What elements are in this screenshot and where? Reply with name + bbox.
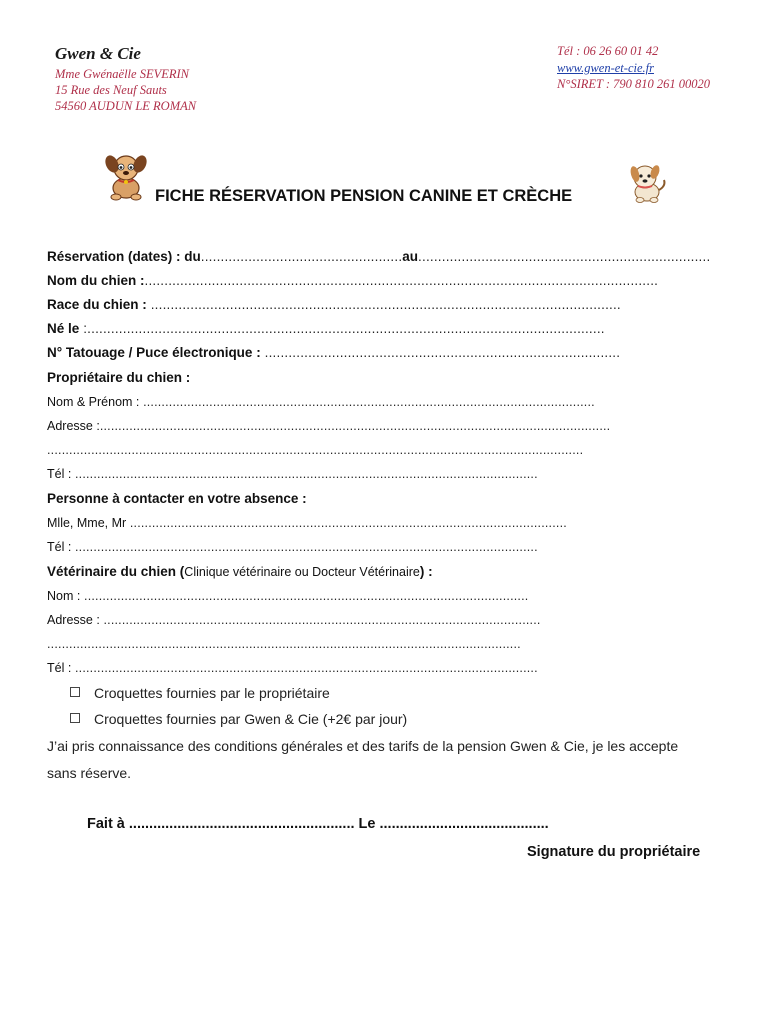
owner-name-label: Nom & Prénom : bbox=[47, 395, 140, 409]
dog-illustration-left bbox=[100, 150, 152, 202]
vet-address-dots[interactable]: ....................................................................................................................... bbox=[99, 613, 541, 627]
siret-number: N°SIRET : 790 810 261 00020 bbox=[557, 77, 711, 91]
agreement-line-1: J’ai pris connaissance des conditions générales et des tarifs de la pension Gwen & Cie, je les accepte bbox=[47, 738, 679, 754]
vet-heading-bold: Vétérinaire du chien ( bbox=[47, 564, 185, 579]
option-croquettes-owner-label: Croquettes fournies par le propriétaire bbox=[94, 685, 330, 701]
dog-name-row[interactable] bbox=[47, 273, 658, 288]
born-label: Né le bbox=[47, 321, 80, 336]
dog-name-label: Nom du chien : bbox=[47, 273, 145, 288]
owner-phone-label: Tél : bbox=[47, 467, 72, 481]
contact-phone-row[interactable] bbox=[47, 540, 538, 554]
vet-phone-label: Tél : bbox=[47, 661, 72, 675]
website-link[interactable]: www.gwen-et-cie.fr bbox=[557, 61, 654, 75]
owner-heading-text: Propriétaire du chien : bbox=[47, 370, 191, 385]
checkbox-croquettes-owner[interactable] bbox=[70, 687, 80, 697]
vet-address-line2[interactable] bbox=[47, 637, 521, 651]
vet-phone-dots[interactable]: .............................................................................................................................. bbox=[71, 661, 538, 675]
contact-heading bbox=[47, 491, 307, 506]
vet-heading-end: ) : bbox=[419, 564, 433, 579]
breed-label: Race du chien : bbox=[47, 297, 147, 312]
owner-address-row[interactable] bbox=[47, 419, 610, 433]
tattoo-label: N° Tatouage / Puce électronique : bbox=[47, 345, 261, 360]
reservation-to-dots[interactable]: .......................................................................... bbox=[418, 249, 711, 264]
owner-address-line2[interactable] bbox=[47, 443, 583, 457]
owner-address-label: Adresse : bbox=[47, 419, 100, 433]
vet-name-label: Nom : bbox=[47, 589, 81, 603]
dog-illustration-right bbox=[625, 162, 669, 204]
owner-name-row[interactable] bbox=[47, 395, 595, 409]
vet-address-label: Adresse : bbox=[47, 613, 100, 627]
born-dots[interactable]: :................................................................................................................................... bbox=[79, 321, 605, 336]
breed-dots[interactable]: ....................................................................................................................... bbox=[146, 297, 621, 312]
signature-label: Signature du propriétaire bbox=[527, 844, 701, 860]
owner-heading bbox=[47, 370, 190, 385]
contact-name-label: Mlle, Mme, Mr bbox=[47, 516, 127, 530]
tattoo-dots[interactable]: .......................................................................................... bbox=[260, 345, 621, 360]
contact-phone-dots[interactable]: .............................................................................................................................. bbox=[71, 540, 538, 554]
vet-phone-row[interactable] bbox=[47, 661, 538, 675]
option-croquettes-gwen-label: Croquettes fournies par Gwen & Cie (+2€ par jour) bbox=[94, 711, 408, 727]
vet-heading-detail: Clinique vétérinaire ou Docteur Vétérinaire bbox=[184, 565, 420, 579]
vet-address-line2-dots[interactable]: ................................................................................................................................. bbox=[47, 637, 521, 651]
owner-name-dots[interactable]: ........................................................................................................................... bbox=[139, 395, 595, 409]
vet-name-dots[interactable]: ......................................................................................................................... bbox=[80, 589, 529, 603]
contact-heading-text: Personne à contacter en votre absence : bbox=[47, 491, 307, 506]
city-address: 54560 AUDUN LE ROMAN bbox=[55, 99, 197, 113]
owner-phone-dots[interactable]: .............................................................................................................................. bbox=[71, 467, 538, 481]
born-row[interactable] bbox=[47, 321, 605, 336]
contact-phone-label: Tél : bbox=[47, 540, 72, 554]
reservation-label: Réservation (dates) : du bbox=[47, 249, 201, 264]
phone-number: Tél : 06 26 60 01 42 bbox=[557, 44, 659, 58]
vet-heading bbox=[47, 564, 433, 579]
checkbox-croquettes-gwen[interactable] bbox=[70, 713, 80, 723]
agreement-line-2: sans réserve. bbox=[47, 765, 132, 781]
breed-row[interactable] bbox=[47, 297, 621, 312]
tattoo-row[interactable] bbox=[47, 345, 620, 360]
form-title: FICHE RÉSERVATION PENSION CANINE ET CRÈCHE bbox=[155, 187, 573, 205]
contact-name-dots[interactable]: ....................................................................................................................... bbox=[126, 516, 567, 530]
reservation-au-label: au bbox=[402, 249, 419, 264]
owner-phone-row[interactable] bbox=[47, 467, 538, 481]
owner-name: Mme Gwénaëlle SEVERIN bbox=[55, 67, 189, 81]
contact-name-row[interactable] bbox=[47, 516, 567, 530]
reservation-from-dots[interactable]: ................................................... bbox=[200, 249, 403, 264]
option-croquettes-gwen[interactable] bbox=[70, 711, 407, 727]
company-name: Gwen & Cie bbox=[55, 44, 141, 63]
owner-address-line2-dots[interactable]: .................................................................................................................................................. bbox=[47, 443, 584, 457]
vet-name-row[interactable] bbox=[47, 589, 528, 603]
fait-a-le-line[interactable]: Fait à ........................................................ Le .......................................... bbox=[87, 816, 549, 832]
option-croquettes-owner[interactable] bbox=[70, 685, 330, 701]
reservation-dates-row[interactable] bbox=[47, 249, 710, 264]
street-address: 15 Rue des Neuf Sauts bbox=[55, 83, 167, 97]
vet-address-row[interactable] bbox=[47, 613, 541, 627]
dog-name-dots[interactable]: .................................................................................................................................. bbox=[144, 273, 659, 288]
owner-address-dots[interactable]: ........................................................................................................................................... bbox=[99, 419, 611, 433]
